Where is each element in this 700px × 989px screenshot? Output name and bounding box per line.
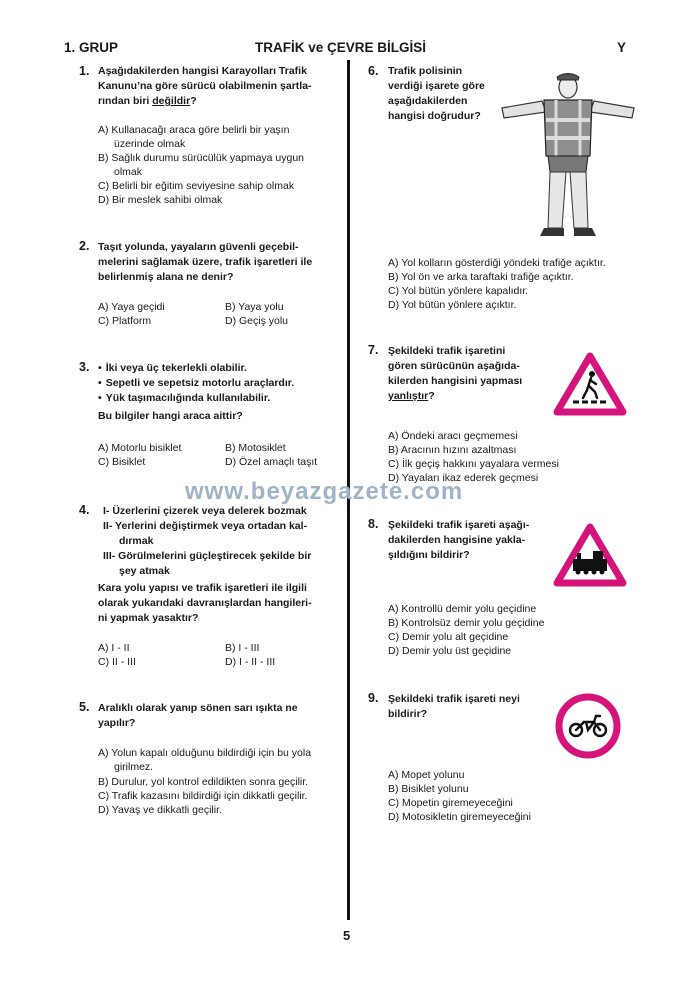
option-a[interactable]: A) Yaya geçidi (98, 301, 165, 313)
option-a[interactable]: A) I - II (98, 642, 130, 654)
option-d[interactable]: D) Özel amaçlı taşıt (225, 456, 318, 468)
option-d[interactable]: D) I - II - III (225, 656, 276, 668)
option-b[interactable]: B) Kontrolsüz demir yolu geçidine (388, 617, 545, 629)
question-number: 9. (368, 691, 379, 705)
question-number: 6. (368, 64, 379, 78)
page-number: 5 (343, 928, 351, 943)
option-d[interactable]: D) Motosikletin giremeyeceğini (388, 811, 531, 823)
question-number: 4. (79, 503, 90, 517)
question-text (98, 64, 312, 109)
question-text: Aralıklı olarak yanıp sönen sarı ışıkta ne yapılır? (98, 702, 298, 729)
option-c[interactable]: C) Demir yolu alt geçidine (388, 631, 509, 643)
option-b[interactable]: B) Yaya yolu (225, 301, 284, 313)
option-d[interactable]: D) Yayaları ikaz ederek geçmesi (388, 472, 539, 484)
option-a[interactable]: A) Yolun kapalı olduğunu bildirdiği için bu yola girilmez. (98, 747, 312, 773)
option-b[interactable]: B) Bisiklet yolunu (388, 783, 469, 795)
question-text: Şekildeki trafik işareti neyi bildirir? (388, 693, 520, 720)
option-d[interactable]: D) Yavaş ve dikkatli geçilir. (98, 804, 222, 816)
question-line: Aşağıdakilerden hangisi Karayolları Trafik (98, 65, 307, 77)
option-b[interactable]: B) Durulur, yol kontrol edildikten sonra geçilir. (98, 776, 309, 788)
statement-list: I- Üzerlerini çizerek veya delerek bozmak II- Yerlerini değiştirmek veya ortadan kal- dırmak III- Görülmelerini güçleştirecek şekilde bir şey atmak (103, 505, 312, 577)
question-text: Şekildeki trafik işareti aşağı- dakilerden hangisine yakla- şıldığını bildirir? (388, 519, 530, 561)
option-c[interactable]: C) Belirli bir eğitim seviyesine sahip olmak (98, 180, 295, 192)
option-b[interactable]: B) Sağlık durumu sürücülük yapmaya uygun olmak (98, 152, 305, 178)
option-c[interactable]: C) Trafik kazasını bildirdiği için dikkatli geçilir. (98, 790, 308, 802)
question-text: Trafik polisinin verdiği işarete göre aşağıdakilerden hangisi doğrudur? (388, 65, 485, 122)
question-text: Taşıt yolunda, yayaların güvenli geçebil- melerini sağlamak üzere, trafik işaretleri ile belirlenmiş alana ne denir? (98, 241, 313, 283)
question-text: Kara yolu yapısı ve trafik işaretleri ile ilgili olarak yukarıdaki davranışlardan hangileri- ni yapmak yasaktır? (98, 582, 312, 624)
page-title: TRAFİK ve ÇEVRE BİLGİSİ (255, 40, 427, 55)
option-c[interactable]: C) Bisiklet (98, 456, 146, 468)
question-line: rından biri değildir? (98, 95, 197, 107)
option-a[interactable]: A) Mopet yolunu (388, 769, 465, 781)
option-a[interactable]: A) Motorlu bisiklet (98, 442, 182, 454)
railway-crossing-sign-icon (553, 523, 627, 587)
question-number: 8. (368, 517, 379, 531)
option-a[interactable]: A) Kontrollü demir yolu geçidine (388, 603, 537, 615)
traffic-police-illustration (498, 68, 638, 240)
bullet-list: • İki veya üç tekerlekli olabilir. • Sepetli ve sepetsiz motorlu araçlardır. • Yük taşımacılığında kullanılabilir. (98, 361, 294, 406)
option-b[interactable]: B) Aracının hızını azaltması (388, 444, 517, 456)
question-number: 1. (79, 64, 90, 78)
watermark: www.beyazgazete.com (185, 478, 464, 505)
option-c[interactable]: C) Platform (98, 315, 152, 327)
option-c[interactable]: C) İlk geçiş hakkını yayalara vermesi (388, 458, 559, 470)
option-a[interactable]: A) Öndeki aracı geçmemesi (388, 430, 518, 442)
question-number: 3. (79, 360, 90, 374)
question-number: 2. (79, 239, 90, 253)
option-b[interactable]: B) Motosiklet (225, 442, 286, 454)
pedestrian-crossing-sign-icon (553, 352, 627, 416)
no-moped-sign-icon (554, 692, 622, 760)
option-c[interactable]: C) Mopetin giremeyeceğini (388, 797, 513, 809)
option-a[interactable]: A) Yol kolların gösterdiği yöndeki trafiğe açıktır. (388, 257, 606, 269)
option-b[interactable]: B) I - III (225, 642, 260, 654)
option-c[interactable]: C) II - III (98, 656, 136, 668)
question-number: 5. (79, 700, 90, 714)
option-a[interactable]: A) Kullanacağı araca göre belirli bir yaşın üzerinde olmak (98, 124, 290, 150)
question-line: Kanunu’na göre sürücü olabilmenin şartla- (98, 80, 312, 92)
option-d[interactable]: D) Demir yolu üst geçidine (388, 645, 512, 657)
option-c[interactable]: C) Yol bütün yönlere kapalıdır. (388, 285, 529, 297)
option-d[interactable]: D) Yol bütün yönlere açıktır. (388, 299, 517, 311)
option-b[interactable]: B) Yol ön ve arka taraftaki trafiğe açıktır. (388, 271, 574, 283)
question-number: 7. (368, 343, 379, 357)
booklet-letter: Y (617, 40, 627, 55)
option-d[interactable]: D) Geçiş yolu (225, 315, 289, 327)
option-d[interactable]: D) Bir meslek sahibi olmak (98, 194, 223, 206)
group-label: 1. GRUP (64, 40, 119, 55)
question-text: Bu bilgiler hangi araca aittir? (98, 410, 243, 422)
question-text: Şekildeki trafik işaretini gören sürücünün aşağıda- kilerden hangisini yapması yanlıştır? (388, 345, 523, 402)
